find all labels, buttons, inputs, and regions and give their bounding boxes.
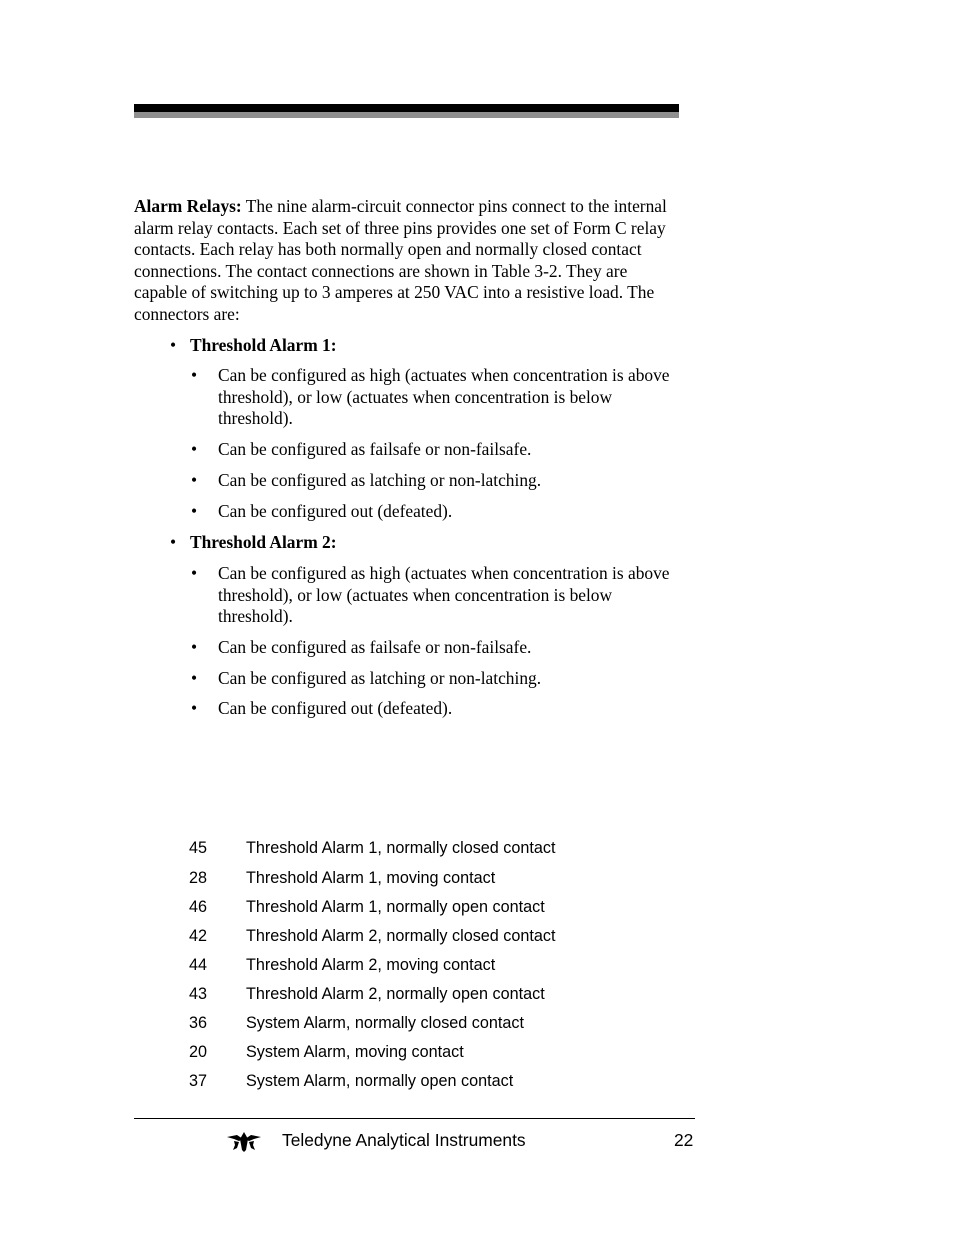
pin-number: 45 bbox=[189, 839, 208, 857]
pin-function: Threshold Alarm 1, normally open contact bbox=[246, 898, 545, 916]
footer-company: Teledyne Analytical Instruments bbox=[282, 1130, 526, 1150]
alarm-relays-lead: Alarm Relays: bbox=[134, 196, 242, 216]
table-row bbox=[189, 1012, 609, 1034]
list-item-text: Can be configured as latching or non-latching. bbox=[218, 668, 542, 688]
alarm-1-heading: Threshold Alarm 1: bbox=[190, 335, 337, 355]
list-item-text: Can be configured as failsafe or non-failsafe. bbox=[218, 439, 532, 459]
footer-rule bbox=[134, 1118, 695, 1119]
alarm-relays-body: The nine alarm-circuit connector pins connect to the internal alarm relay contacts. Each set of three pins provides one set of Form C relay contacts. Each relay has both normally open and normally closed contact connections. The contact connections are shown in Table 3-2. They are capable of switching up to 3 amperes at 250 VAC into a resistive load. The connectors are: bbox=[134, 196, 667, 324]
table-row bbox=[189, 954, 609, 976]
bullet-icon: • bbox=[191, 470, 198, 490]
table-row bbox=[189, 1041, 609, 1063]
pin-number: 44 bbox=[189, 956, 208, 974]
bullet-icon: • bbox=[191, 501, 198, 521]
bullet-icon: • bbox=[170, 335, 177, 355]
pin-function: System Alarm, moving contact bbox=[246, 1043, 464, 1061]
table-row bbox=[189, 983, 609, 1005]
pin-function: Threshold Alarm 2, normally open contact bbox=[246, 985, 545, 1003]
list-item-text: Can be configured as failsafe or non-failsafe. bbox=[218, 637, 532, 657]
list-item-text: Can be configured out (defeated). bbox=[218, 698, 453, 718]
pin-function: Threshold Alarm 2, normally closed contact bbox=[246, 927, 556, 945]
pin-number: 28 bbox=[189, 869, 208, 887]
pin-number: 36 bbox=[189, 1014, 208, 1032]
pin-number: 37 bbox=[189, 1072, 208, 1090]
bullet-icon: • bbox=[191, 365, 198, 385]
header-rule-dark bbox=[134, 104, 679, 112]
table-row bbox=[189, 1070, 609, 1092]
bullet-icon: • bbox=[170, 532, 177, 552]
table-row bbox=[189, 867, 609, 889]
list-item-text: Can be configured as high (actuates when concentration is above threshold), or low (actuates when concentration is below threshold). bbox=[218, 563, 670, 626]
list-item-text: Can be configured as latching or non-latching. bbox=[218, 470, 542, 490]
bullet-icon: • bbox=[191, 637, 198, 657]
alarm-relays-paragraph bbox=[134, 196, 682, 325]
pin-number: 20 bbox=[189, 1043, 208, 1061]
header-rule-shadow bbox=[134, 112, 679, 118]
pin-function: Threshold Alarm 1, moving contact bbox=[246, 869, 496, 887]
pin-function: System Alarm, normally open contact bbox=[246, 1072, 514, 1090]
list-item-text: Can be configured out (defeated). bbox=[218, 501, 453, 521]
pin-number: 46 bbox=[189, 898, 208, 916]
bullet-icon: • bbox=[191, 668, 198, 688]
pin-function: Threshold Alarm 1, normally closed contact bbox=[246, 839, 556, 857]
alarm-2-heading: Threshold Alarm 2: bbox=[190, 532, 337, 552]
pin-number: 43 bbox=[189, 985, 208, 1003]
bullet-icon: • bbox=[191, 698, 198, 718]
table-row bbox=[189, 925, 609, 947]
teledyne-logo-icon bbox=[226, 1130, 262, 1152]
table-row bbox=[189, 837, 609, 859]
pin-function: System Alarm, normally closed contact bbox=[246, 1014, 524, 1032]
bullet-icon: • bbox=[191, 439, 198, 459]
bullet-icon: • bbox=[191, 563, 198, 583]
page-number: 22 bbox=[674, 1130, 694, 1150]
list-item-text: Can be configured as high (actuates when concentration is above threshold), or low (actuates when concentration is below threshold). bbox=[218, 365, 670, 428]
table-row bbox=[189, 896, 609, 918]
pin-function: Threshold Alarm 2, moving contact bbox=[246, 956, 496, 974]
pin-number: 42 bbox=[189, 927, 208, 945]
